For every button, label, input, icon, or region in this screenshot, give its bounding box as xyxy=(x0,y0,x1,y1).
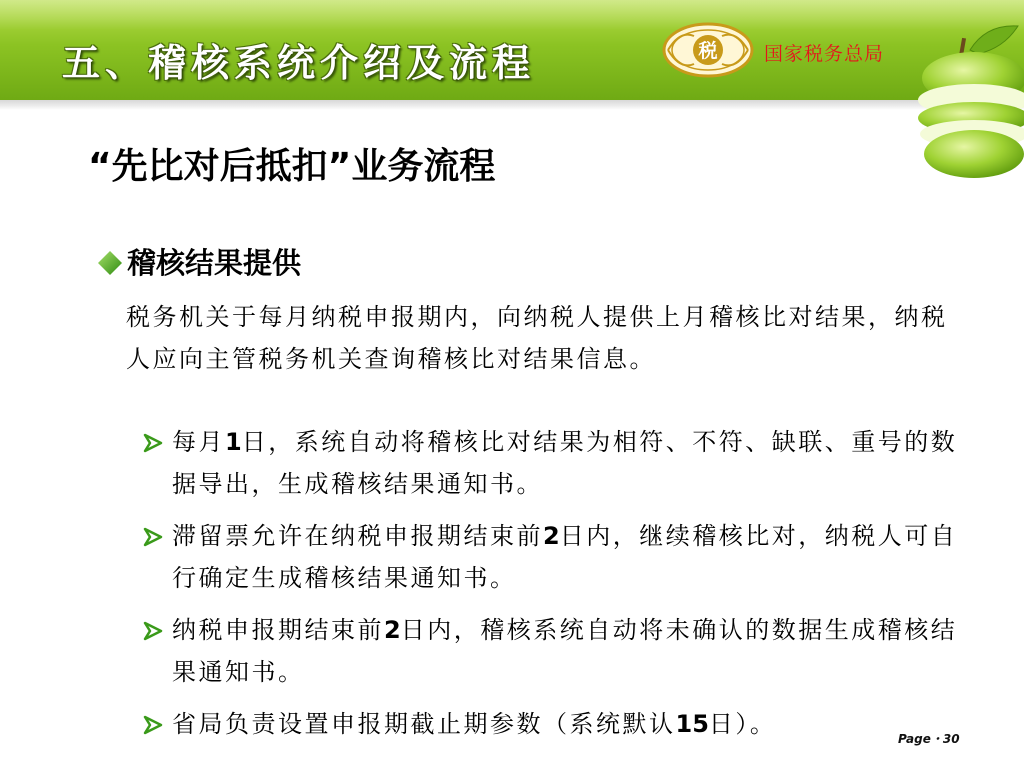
item-text-before: 滞留票允许在纳税申报期结束前 xyxy=(172,522,543,550)
arrow-bullet-icon xyxy=(142,715,164,735)
arrow-bullet-icon xyxy=(142,433,164,453)
item-text-after: 日内，稽核系统自动将未确认的数据生成稽核结果通知书。 xyxy=(172,616,958,686)
section-heading xyxy=(96,243,301,283)
page-number: Page・30 xyxy=(898,732,960,746)
item-text-after: 日，系统自动将稽核比对结果为相符、不符、缺联、重号的数据导出，生成稽核结果通知书。 xyxy=(172,428,958,498)
item-text-after: 日）。 xyxy=(708,710,777,738)
slide-title: 五、稽核系统介绍及流程 xyxy=(62,41,536,85)
intro-paragraph: 税务机关于每月纳税申报期内，向纳税人提供上月稽核比对结果，纳税人应向主管税务机关查询稽核比对结果信息。 xyxy=(126,303,948,373)
item-text-before: 纳税申报期结束前 xyxy=(172,616,384,644)
slide-subtitle: “先比对后抵扣”业务流程 xyxy=(88,146,496,187)
header-divider xyxy=(0,100,1024,110)
tax-emblem-icon xyxy=(660,20,756,80)
item-number: 2 xyxy=(543,522,560,550)
item-text-before: 省局负责设置申报期截止期参数（系统默认 xyxy=(172,710,676,738)
item-number: 15 xyxy=(675,710,709,738)
apple-slices-icon xyxy=(900,20,1024,188)
item-text-before: 每月 xyxy=(172,428,225,456)
arrow-bullet-icon xyxy=(142,527,164,547)
list-item xyxy=(142,421,962,505)
section-title: 稽核结果提供 xyxy=(127,246,302,280)
list-item xyxy=(142,609,962,693)
emblem-char: 税 xyxy=(698,40,718,62)
diamond-bullet-icon xyxy=(96,249,124,277)
agency-name: 国家税务总局 xyxy=(764,43,885,65)
bullet-list xyxy=(142,421,962,755)
header-shine xyxy=(0,0,1024,30)
list-item xyxy=(142,515,962,599)
list-item xyxy=(142,703,962,745)
item-number: 2 xyxy=(384,616,401,644)
item-text-after: 日内，继续稽核比对，纳税人可自行确定生成稽核结果通知书。 xyxy=(172,522,958,592)
item-number: 1 xyxy=(225,428,242,456)
arrow-bullet-icon xyxy=(142,621,164,641)
